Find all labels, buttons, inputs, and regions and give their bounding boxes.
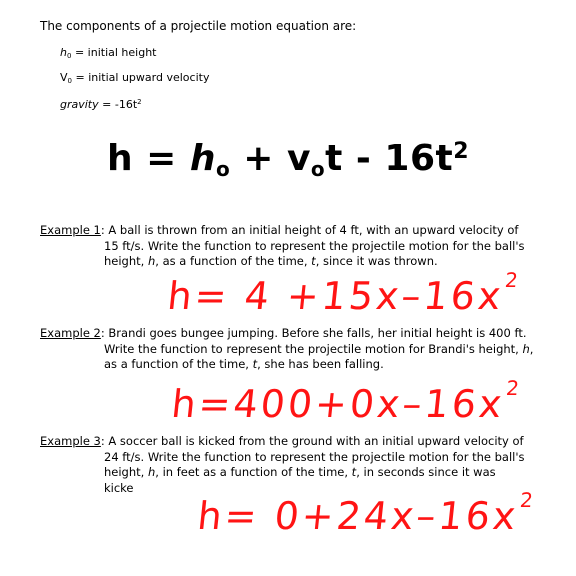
example-1-line-2: 15 ft/s. Write the function to represent the projectile motion for the ball's xyxy=(104,238,525,253)
component-sep: = xyxy=(98,98,115,111)
symbol-sub: 0 xyxy=(66,52,72,60)
example-1-line-1 xyxy=(40,223,560,239)
example-colon: : xyxy=(100,326,105,340)
component-desc: initial height xyxy=(87,46,157,59)
answer-sup: 2 xyxy=(518,488,535,512)
component-initial-height xyxy=(60,46,156,60)
component-gravity xyxy=(60,98,142,111)
example-3-label: Example 3 xyxy=(40,434,101,448)
component-desc: initial upward velocity xyxy=(88,71,210,84)
component-sep: = xyxy=(72,71,89,84)
eq-v0-sub: o xyxy=(310,157,326,181)
answer-text: h= 0+24x–16x xyxy=(195,494,521,538)
example-3-line-3: height, h, in feet as a function of the time, t, in seconds since it was xyxy=(104,465,496,479)
symbol-gravity: gravity xyxy=(60,98,99,111)
eq-h: h = xyxy=(106,138,190,179)
example-3-line-1 xyxy=(40,434,560,450)
example-3-text-1: A soccer ball is kicked from the ground with an initial upward velocity of xyxy=(104,434,524,448)
symbol-sub: 0 xyxy=(67,77,72,85)
example-2-label: Example 2 xyxy=(40,326,101,340)
example-colon: : xyxy=(100,223,105,237)
example-2-text-1: Brandi goes bungee jumping. Before she falls, her initial height is 400 ft. xyxy=(104,326,527,340)
eq-t-term: t - 16t xyxy=(325,138,454,179)
component-desc: -16t xyxy=(114,98,138,111)
example-3 xyxy=(40,434,560,496)
example-3-line-2: 24 ft/s. Write the function to represent the projectile motion for the ball's xyxy=(104,449,525,464)
example-3-line-4: kicke xyxy=(104,480,134,495)
example-2 xyxy=(40,326,560,373)
example-1-answer xyxy=(165,268,519,318)
example-1-text-1: A ball is thrown from an initial height of 4 ft, with an upward velocity of xyxy=(104,223,519,237)
intro-title: The components of a projectile motion equation are: xyxy=(40,19,357,33)
answer-text: h=400+0x–16x xyxy=(169,382,507,426)
answer-text: h= 4 +15x–16x xyxy=(165,274,506,318)
eq-h0-sub: o xyxy=(215,157,231,181)
answer-sup: 2 xyxy=(503,268,520,292)
component-initial-velocity xyxy=(60,71,209,85)
eq-plus-v: + v xyxy=(230,138,311,179)
example-2-line-2: Write the function to represent the projectile motion for Brandi's height, h, xyxy=(104,341,534,356)
symbol-h: h xyxy=(60,46,67,59)
component-sep: = xyxy=(71,46,88,59)
example-2-line-3: as a function of the time, t, she has been falling. xyxy=(104,357,384,371)
example-3-answer xyxy=(195,488,534,538)
answer-sup: 2 xyxy=(504,376,521,400)
eq-h0: h xyxy=(189,138,216,179)
eq-sup: 2 xyxy=(453,139,470,164)
symbol-sup: 2 xyxy=(137,98,142,106)
example-1-label: Example 1 xyxy=(40,223,101,237)
symbol-v: V xyxy=(60,71,68,84)
example-2-answer xyxy=(169,376,520,426)
example-1 xyxy=(40,223,560,270)
main-equation xyxy=(0,138,576,181)
example-1-line-3: height, h, as a function of the time, t, since it was thrown. xyxy=(104,254,438,268)
example-colon: : xyxy=(100,434,105,448)
example-2-line-1 xyxy=(40,326,560,342)
